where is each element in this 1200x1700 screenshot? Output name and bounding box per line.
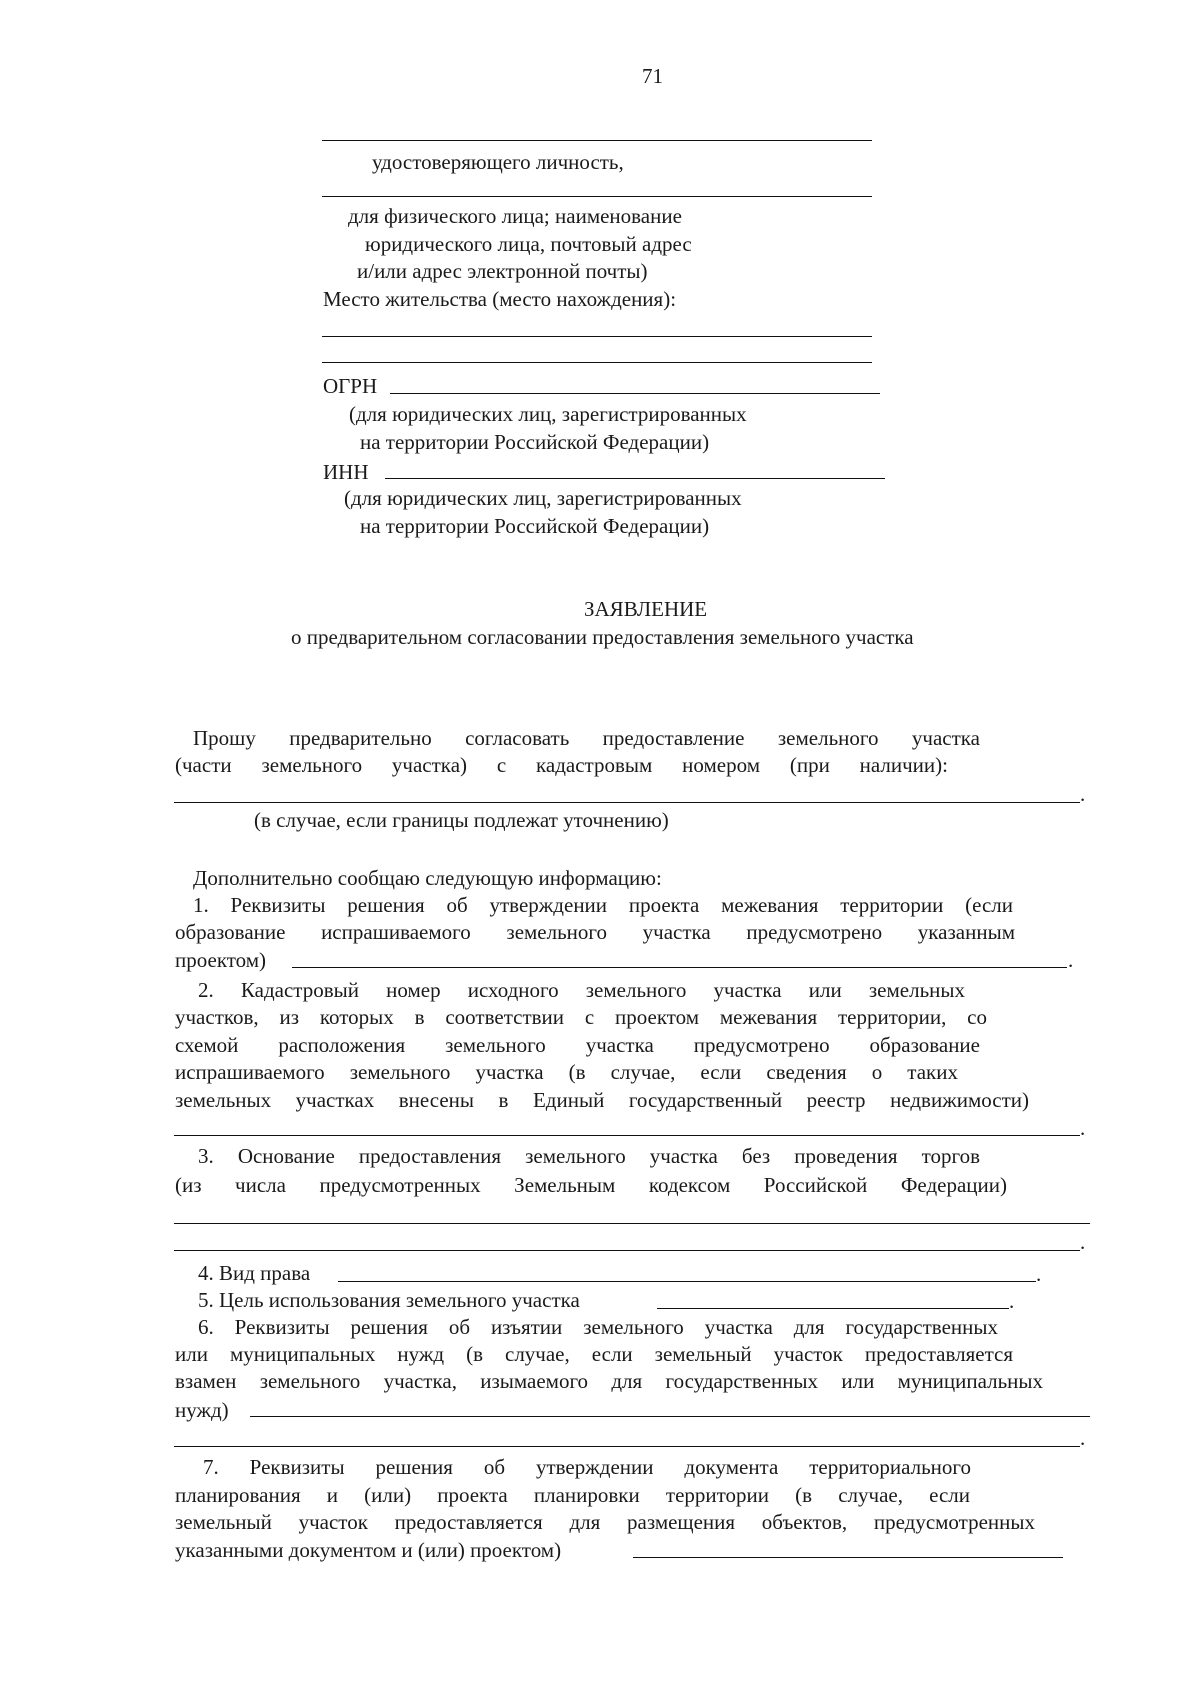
physical-person-note-3: и/или адрес электронной почты) [357,259,648,283]
cadastral-line-dot: . [1080,782,1086,806]
inn-note-1: (для юридических лиц, зарегистрированных [344,486,742,510]
item7-line-3: земельный участок предоставляется для размещения объектов, предусмотренных [175,1510,1035,1534]
cadastral-number-field-line[interactable] [174,802,1080,803]
item7-field-line[interactable] [633,1557,1063,1558]
identity-doc-field-line-2[interactable] [322,196,872,197]
additional-info-label: Дополнительно сообщаю следующую информацию: [193,866,662,890]
item2-line-1: 2. Кадастровый номер исходного земельного участка или земельных [198,978,965,1002]
inn-field-line[interactable] [385,478,885,479]
item5-dot: . [1009,1289,1015,1313]
item3-dot: . [1080,1230,1086,1254]
item6-line-4: нужд) [175,1398,229,1422]
item1-line-3: проектом) [175,948,267,972]
item3-field-line-2[interactable] [174,1250,1080,1251]
item5-label: 5. Цель использования земельного участка [198,1288,580,1312]
identity-doc-label: удостоверяющего личность, [372,150,624,174]
item1-field-line[interactable] [292,967,1067,968]
item6-line-3: взамен земельного участка, изымаемого для государственных или муниципальных [175,1369,1043,1393]
physical-person-note-2: юридического лица, почтовый адрес [365,232,692,256]
identity-doc-field-line[interactable] [322,140,872,141]
item4-dot: . [1036,1262,1042,1286]
boundary-note: (в случае, если границы подлежат уточнению) [254,808,669,832]
page-number: 71 [642,64,663,88]
item1-line-2: образование испрашиваемого земельного участка предусмотрено указанным [175,920,1015,944]
item2-line-3: схемой расположения земельного участка предусмотрено образование [175,1033,980,1057]
inn-label: ИНН [323,460,369,484]
item6-dot: . [1080,1426,1086,1450]
item2-line-4: испрашиваемого земельного участка (в случае, если сведения о таких [175,1060,958,1084]
item4-label: 4. Вид права [198,1261,311,1285]
item7-line-2: планирования и (или) проекта планировки территории (в случае, если [175,1483,970,1507]
physical-person-note-1: для физического лица; наименование [348,204,682,228]
residence-label: Место жительства (место нахождения): [323,287,677,311]
item6-line-2: или муниципальных нужд (в случае, если земельный участок предоставляется [175,1342,1013,1366]
residence-field-line-2[interactable] [322,362,872,363]
ogrn-field-line[interactable] [390,393,880,394]
residence-field-line-1[interactable] [322,336,872,337]
inn-note-2: на территории Российской Федерации) [360,514,710,538]
item2-line-5: земельных участках внесены в Единый государственный реестр недвижимости) [175,1088,1029,1112]
item6-field-line-2[interactable] [174,1446,1080,1447]
ogrn-note-1: (для юридических лиц, зарегистрированных [349,402,747,426]
item5-field-line[interactable] [657,1308,1009,1309]
item2-line-2: участков, из которых в соответствии с проектом межевания территории, со [175,1005,987,1029]
document-subtitle: о предварительном согласовании предоставления земельного участка [291,625,914,649]
item6-field-line-1[interactable] [250,1416,1090,1417]
item3-field-line-1[interactable] [174,1223,1090,1224]
request-line-1: Прошу предварительно согласовать предоставление земельного участка [193,726,980,750]
item2-dot: . [1080,1116,1086,1140]
item2-field-line[interactable] [174,1135,1080,1136]
item7-line-1: 7. Реквизиты решения об утверждении документа территориального [203,1455,971,1479]
ogrn-note-2: на территории Российской Федерации) [360,430,710,454]
item6-line-1: 6. Реквизиты решения об изъятии земельного участка для государственных [198,1315,998,1339]
item3-line-2: (из числа предусмотренных Земельным кодексом Российской Федерации) [175,1173,1007,1197]
item1-dot: . [1068,948,1074,972]
document-title: ЗАЯВЛЕНИЕ [584,597,708,621]
item7-line-4: указанными документом и (или) проектом) [175,1538,562,1562]
item4-field-line[interactable] [338,1281,1036,1282]
item3-line-1: 3. Основание предоставления земельного участка без проведения торгов [198,1144,980,1168]
ogrn-label: ОГРН [323,374,378,398]
request-line-2: (части земельного участка) с кадастровым номером (при наличии): [175,753,948,777]
item1-line-1: 1. Реквизиты решения об утверждении проекта межевания территории (если [193,893,1013,917]
